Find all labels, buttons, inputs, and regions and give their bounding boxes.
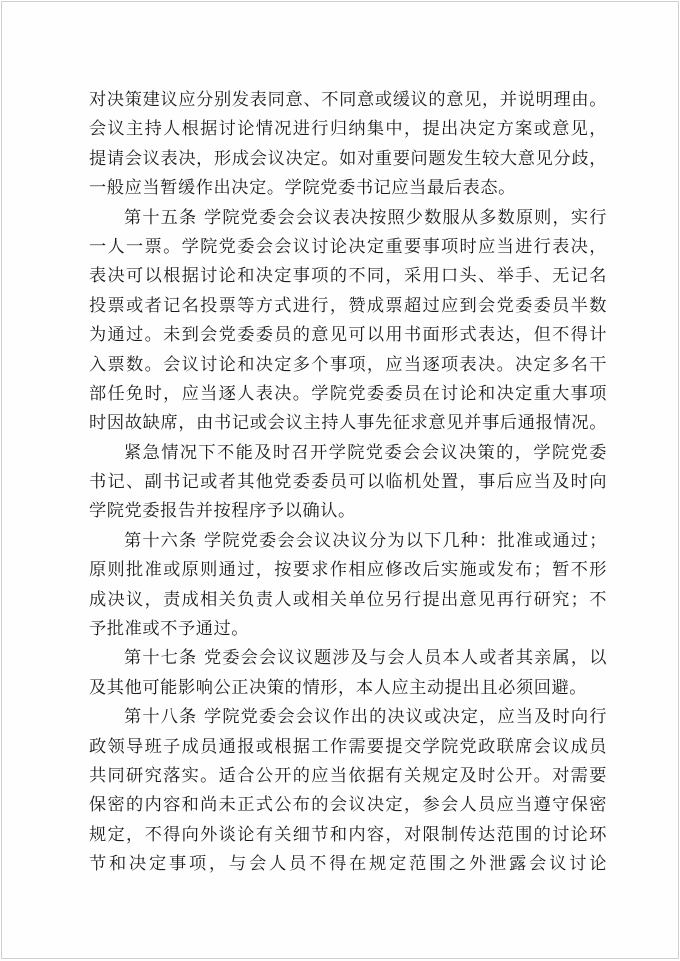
text-line: 及其他可能影响公正决策的情形，本人应主动提出且必须回避。: [89, 677, 588, 698]
text-line: 入票数。会议讨论和决定多个事项，应当逐项表决。决定多名干: [89, 354, 607, 375]
document-page: [1, 1, 679, 959]
text-line: 政领导班子成员通报或根据工作需要提交学院党政联席会议成员: [89, 736, 607, 757]
text-line: 一般应当暂缓作出决定。学院党委书记应当最后表态。: [89, 178, 516, 199]
text-line: 保密的内容和尚未正式公布的会议决定，参会人员应当遵守保密: [89, 795, 607, 816]
text-line: 学院党委报告并按程序予以确认。: [89, 501, 356, 522]
text-line: 表决可以根据讨论和决定事项的不同，采用口头、举手、无记名: [89, 266, 607, 287]
text-line: 予批准或不予通过。: [89, 619, 250, 640]
text-line: 一人一票。学院党委会会议讨论决定重要事项时应当进行表决，: [89, 236, 607, 257]
text-line: 会议主持人根据讨论情况进行归纳集中，提出决定方案或意见，: [89, 119, 607, 140]
text-line: 规定，不得向外谈论有关细节和内容，对限制传达范围的讨论环: [89, 824, 607, 845]
article-17-line: 第十七条 党委会会议议题涉及与会人员本人或者其亲属，以: [124, 648, 607, 669]
emergency-paragraph-line: 紧急情况下不能及时召开学院党委会会议决策的，学院党委: [124, 442, 607, 463]
text-line: 共同研究落实。适合公开的应当依据有关规定及时公开。对需要: [89, 765, 607, 786]
text-line: 节和决定事项，与会人员不得在规定范围之外泄露会议讨论: [89, 854, 607, 875]
document-body: [89, 86, 607, 880]
text-line: 投票或者记名投票等方式进行，赞成票超过应到会党委委员半数: [89, 295, 607, 316]
text-line: 为通过。未到会党委委员的意见可以用书面形式表达，但不得计: [89, 325, 607, 346]
text-line: 成决议，责成相关负责人或相关单位另行提出意见再行研究；不: [89, 589, 607, 610]
text-line: 对决策建议应分别发表同意、不同意或缓议的意见，并说明理由。: [89, 90, 607, 110]
text-line: 书记、副书记或者其他党委委员可以临机处置，事后应当及时向: [89, 472, 607, 493]
article-15-line: 第十五条 学院党委会会议表决按照少数服从多数原则，实行: [124, 207, 607, 228]
text-line: 时因故缺席，由书记或会议主持人事先征求意见并事后通报情况。: [89, 413, 607, 434]
text-line: 提请会议表决，形成会议决定。如对重要问题发生较大意见分歧，: [89, 148, 607, 169]
text-line: 原则批准或原则通过，按要求作相应修改后实施或发布；暂不形: [89, 560, 607, 581]
article-16-line: 第十六条 学院党委会会议决议分为以下几种：批准或通过；: [124, 530, 607, 551]
article-18-line: 第十八条 学院党委会会议作出的决议或决定，应当及时向行: [124, 707, 607, 728]
text-line: 部任免时，应当逐人表决。学院党委委员在讨论和决定重大事项: [89, 383, 607, 404]
